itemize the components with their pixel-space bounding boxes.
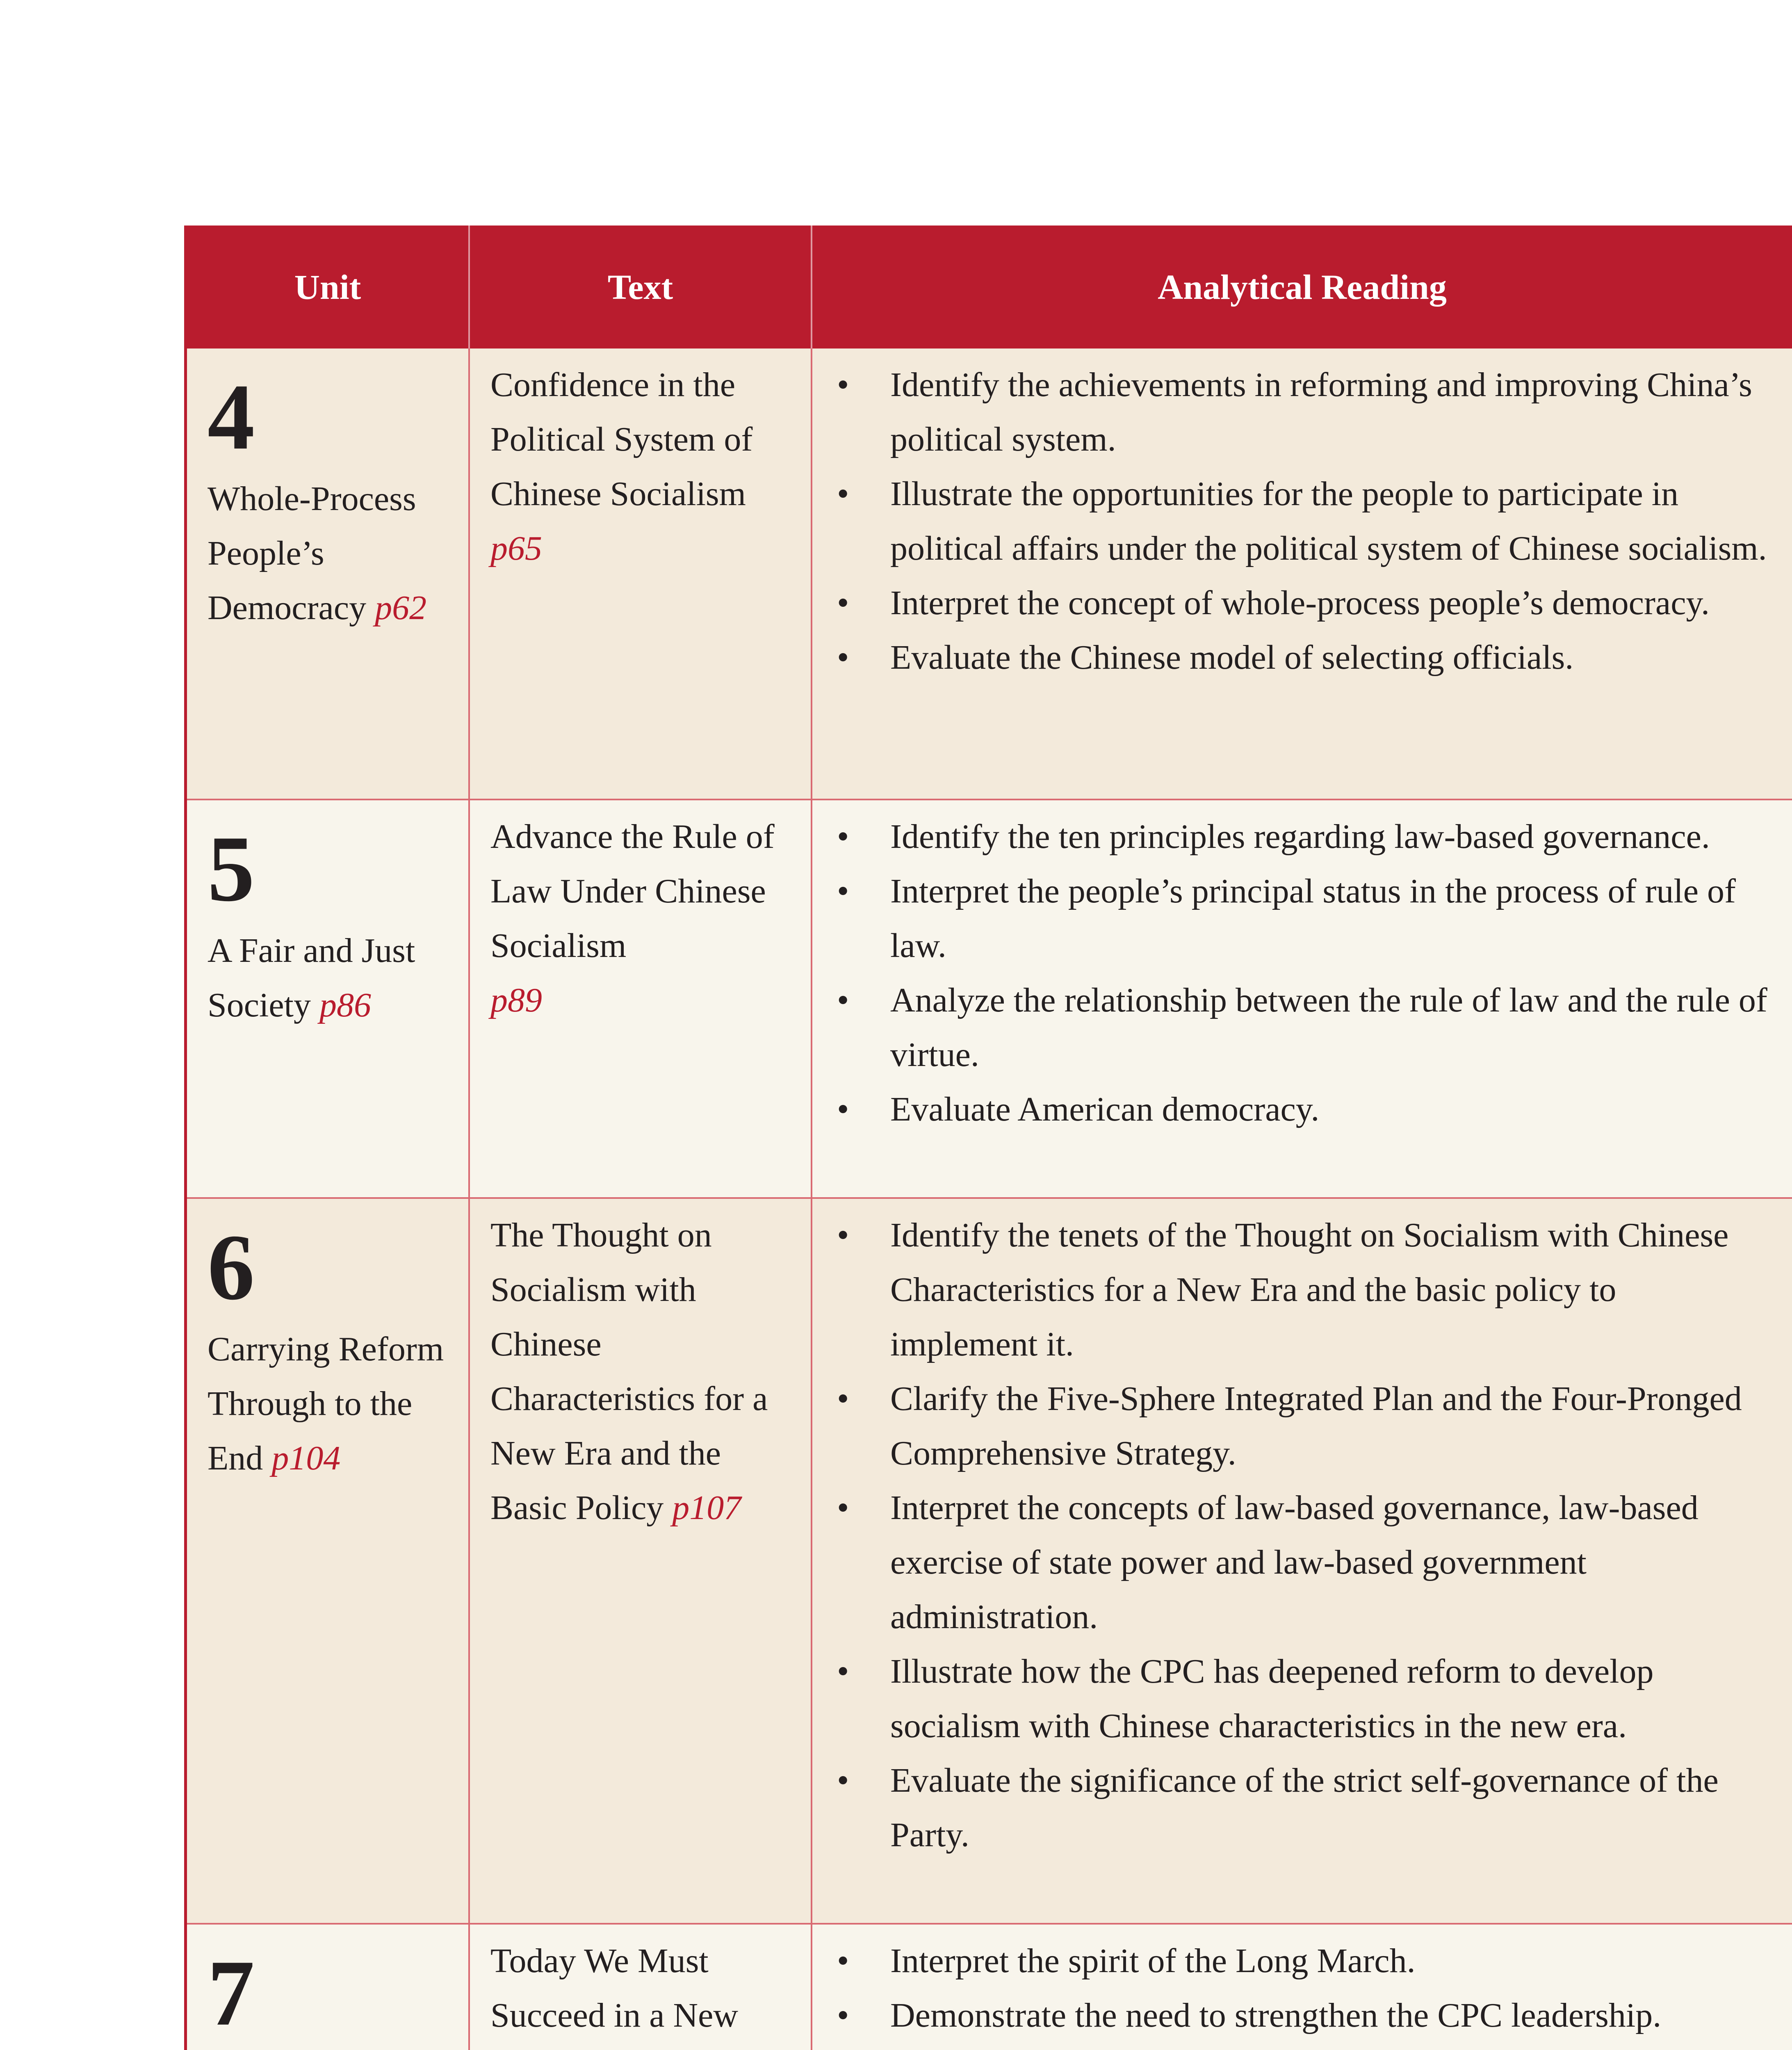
header-unit: Unit [294,267,361,307]
reading-item: • Evaluate the Chinese model of selecting officials. [837,630,1767,685]
unit-title: Whole-Process People’s Democracy [207,480,416,627]
analytical-reading-cell [811,800,1792,1197]
reading-item: • Interpret the concepts of law-based governance, law-based exercise of state power and law-based government administration. [837,1481,1767,1644]
reading-item: • Interpret the spirit of the Long March. [837,1934,1767,1988]
reading-item: • Identify the tenets of the Thought on Socialism with Chinese Characteristics for a New Era and the basic policy to implement it. [837,1208,1767,1371]
unit-page-ref: p104 [271,1439,341,1477]
text-page-ref: p65 [490,529,542,567]
text-title: Advance the Rule of Law Under Chinese Socialism [490,818,775,965]
analytical-reading-cell [811,1199,1792,1923]
unit-cell [187,1199,468,1923]
table-row [187,1197,1792,1923]
reading-item [837,2043,1767,2050]
unit-number: 7 [207,1941,255,2045]
unit-cell [187,1925,468,2050]
table-row [187,799,1792,1197]
text-page-ref: p107 [672,1489,741,1527]
table-header [187,226,1792,348]
reading-item: • Evaluate the significance of the strict self-governance of the Party. [837,1753,1767,1862]
reading-item: • Clarify the Five-Sphere Integrated Plan and the Four-Pronged Comprehensive Strategy. [837,1371,1767,1481]
reading-list [837,1934,1767,2050]
unit-title: A Fair and Just Society [207,932,415,1024]
text-cell [468,800,811,1197]
text-title: Confidence in the Political System of Chinese Socialism [490,366,753,513]
header-text: Text [468,226,811,348]
reading-item: • Demonstrate the need to strengthen the CPC leadership. [837,1988,1767,2043]
reading-item: • Identify the ten principles regarding law-based governance. [837,809,1767,864]
text-cell [468,348,811,799]
reading-list [837,358,1767,685]
unit-title: Carrying Reform Through to the End [207,1330,444,1477]
text-title: Today We Must Succeed in a New [490,1942,739,2034]
unit-cell [187,800,468,1197]
unit-number: 6 [207,1215,255,1319]
reading-item: • Analyze the relationship between the rule of law and the rule of virtue. [837,973,1767,1082]
reading-list [837,809,1767,1137]
header-analytical-reading: Analytical Reading [811,226,1792,348]
text-cell [468,1925,811,2050]
reading-item: • Illustrate how the CPC has deepened reform to develop socialism with Chinese characteristics in the new era. [837,1644,1767,1753]
unit-number: 5 [207,816,255,921]
unit-page-ref: p62 [375,589,427,627]
text-title: The Thought on Socialism with Chinese Characteristics for a New Era and the Basic Policy [490,1216,768,1527]
reading-table [184,226,1792,2050]
reading-item: • Interpret the concept of whole-process people’s democracy. [837,576,1767,630]
text-page-ref: p89 [490,981,542,1019]
unit-cell [187,348,468,799]
unit-number: 4 [207,364,255,469]
table-row [187,348,1792,799]
table-row [187,1923,1792,2050]
reading-item: • Evaluate American democracy. [837,1082,1767,1137]
reading-item: • Identify the achievements in reforming and improving China’s political system. [837,358,1767,467]
analytical-reading-cell [811,1925,1792,2050]
unit-page-ref: p86 [319,986,371,1024]
text-cell [468,1199,811,1923]
reading-item: • Interpret the people’s principal status in the process of rule of law. [837,864,1767,973]
analytical-reading-cell [811,348,1792,799]
reading-item: • Illustrate the opportunities for the people to participate in political affairs under the political system of Chinese socialism. [837,467,1767,576]
reading-list [837,1208,1767,1862]
